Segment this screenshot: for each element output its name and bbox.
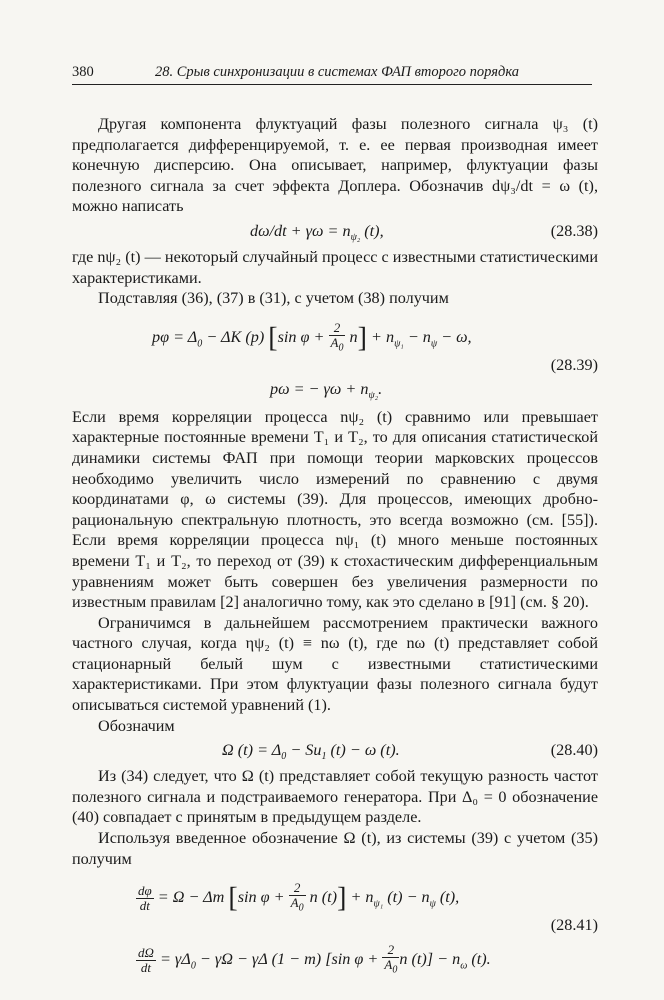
equation-28-39b (72, 379, 598, 405)
paragraph-2: где nψ₂ (t) — некоторый случайный процесс с известными статистическими характеристиками. (72, 247, 598, 287)
equation-28-41a (72, 871, 598, 913)
page-body (72, 114, 598, 983)
paragraph-4: Если время корреляции процесса nψ₂ (t) сравнимо или превышает характерные постоянные времени T₁ и T₂, то для описания статистической динамики системы ФАП при помощи теории марковских процессов необходимо увеличить число измерений по сравнению с двумя координатами φ, ω системы (39). Для процессов, имеющих дробно-рациональную спектральную плотность, это всегда возможно (см. [55]). Если время корреляции процесса nψ₁ (t) много меньше постоянных времени T₁ и T₂, то переход от (39) к стохастическим дифференциальным уравнениям может быть совершен без увеличения размерности по известным правилам [2] аналогично тому, как это сделано в [91] (см. § 20). (72, 407, 598, 612)
equation-28-39a-formula: $p\varphi = \Delta_0 - \Delta K$ (p) [sin φ + $\frac{2}{A_0}$ $n] + n_{\psi_1} - n_\psi - \omega$, (152, 319, 472, 354)
paragraph-6: Обозначим (98, 716, 175, 735)
paragraph-3: Подставляя (36), (37) в (31), с учетом (38) получим (98, 289, 449, 308)
equation-28-41a-formula: $\frac{d\varphi}{dt}$ = Ω − Δm [sin φ + $\frac{2}{A_0}$ n $(t)] + n_{\psi_1}$ $(t) - n_\psi$ (t), (138, 880, 460, 914)
page-number: 380 (72, 64, 94, 80)
equation-28-38-formula: $d\omega/dt + \gamma\omega = n_{\psi_2}$ (t), (250, 221, 384, 244)
equation-28-39-number-row (72, 355, 598, 377)
running-header (72, 62, 592, 85)
equation-number: (28.40) (550, 741, 598, 760)
paragraph-5: Ограничимся в дальнейшем рассмотрением практически важного частного случая, когда ηψ₂ (t) ≡ nω (t), где nω (t) представляет собой стационарный белый шум с известными статистическими характеристиками. При этом флуктуации фазы полезного сигнала будут описываться системой уравнений (1). (72, 613, 598, 715)
equation-28-38 (72, 219, 598, 245)
paragraph-1: Другая компонента флуктуаций фазы полезного сигнала ψ₃ (t) предполагается дифференцируемой, т. е. ее первая производная имеет конечную дисперсию. Она описывает, например, флуктуации фазы полезного сигнала за счет эффекта Доплера. Обозначив dψ₃/dt = ω (t), можно написать (72, 115, 598, 216)
equation-28-40 (72, 738, 598, 764)
equation-28-40-formula: Ω $(t) = \Delta_0 - Su_1$ (t) − ω (t). (222, 741, 400, 763)
chapter-title: 28. Срыв синхронизации в системах ФАП второго порядка (155, 64, 519, 80)
equation-number: (28.41) (550, 916, 598, 935)
paragraph-7: Из (34) следует, что Ω (t) представляет собой текущую разность частот полезного сигнала и подстраиваемого генератора. При Δ₀ = 0 обозначение (40) совпадает с принятым в предыдущем разделе. (72, 767, 598, 827)
equation-28-39b-formula: pω = − $\gamma\omega + n_{\psi_2}$. (270, 379, 383, 401)
equation-28-41-number-row (72, 915, 598, 937)
equation-28-41b-formula: $\frac{d\Omega}{dt}$ = $\gamma\Delta_0 - \gamma\Omega - \gamma\Delta$ (1 − m) [sin φ + $\frac{2}{A_0}$ n $(t)] - n_\omega$ (t). (138, 942, 491, 976)
equation-number: (28.39) (550, 355, 598, 374)
paragraph-8: Используя введенное обозначение Ω (t), из системы (39) с учетом (35) получим (72, 829, 598, 868)
equation-28-39a (72, 311, 598, 353)
equation-number: (28.38) (550, 221, 598, 240)
equation-28-41b (72, 939, 598, 981)
